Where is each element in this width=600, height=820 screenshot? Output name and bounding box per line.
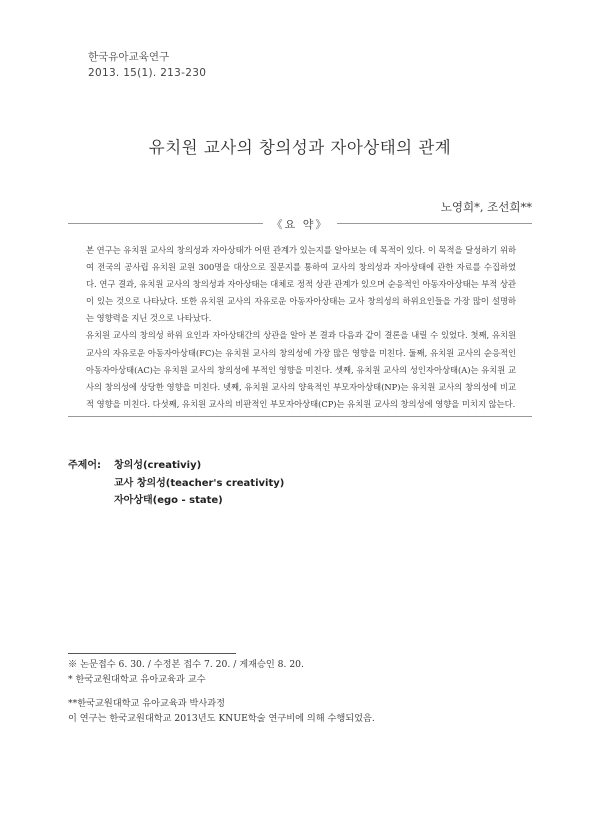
abstract-rule-bottom (68, 416, 532, 417)
footnote-author-1: * 한국교원대학교 유아교육과 교수 (68, 674, 206, 686)
journal-name: 한국유아교육연구 (88, 51, 170, 63)
keyword-item: 교사 창의성(teacher's creativity) (114, 477, 285, 489)
abstract-body (86, 242, 516, 413)
abstract-paragraph-1: 본 연구는 유치원 교사의 창의성과 자아상태가 어떤 관계가 있는지를 알아보는 데 목적이 있다. 이 목적을 달성하기 위하여 전국의 공사립 유치원 교원 300명을 대상으로 질문지를 통하여 교사의 창의성과 자아상태에 관한 자료를 수집하였다. 연구 결과, 유치원 교사의 창의성과 자아상태는 대체로 정적 상관 관계가 있으며 순응적인 아동자아상태는 부적 상관이 있는 것으로 나타났다. 또한 유치원 교사의 자유로운 아동자아상태는 교사 창의성의 하위요인들을 가장 많이 설명하는 영향력을 지닌 것으로 나타났다. (86, 245, 516, 324)
abstract-paragraph-2: 유치원 교사의 창의성 하위 요인과 자아상태간의 상관을 알아 본 결과 다음과 같이 결론을 내릴 수 있었다. 첫째, 유치원 교사의 자유로운 아동자아상태(FC)는 유치원 교사의 창의성에 가장 많은 영향을 미친다. 둘째, 유치원 교사의 순응적인 아동자아상태(AC)는 유치원 교사의 창의성에 부적인 영향을 미친다. 셋째, 유치원 교사의 성인자아상태(A)는 유치원 교사의 창의성에 상당한 영향을 미친다. 넷째, 유치원 교사의 양육적인 부모자아상태(NP)는 유치원 교사의 창의성에 비교적 영향을 미친다. 다섯째, 유치원 교사의 비판적인 부모자아상태(CP)는 유치원 교사의 창의성에 영향을 미치지 않는다. (86, 330, 516, 409)
abstract-heading: 《요 약》 (271, 218, 329, 231)
footnote-rule (68, 653, 236, 654)
journal-volume-pages: 2013. 15(1). 213-230 (88, 67, 207, 79)
keyword-line-2 (68, 475, 284, 493)
keyword-line-3 (68, 492, 284, 510)
authors: 노영희*, 조선희** (440, 200, 532, 214)
keywords (68, 457, 284, 510)
keyword-item: 자아상태(ego - state) (114, 495, 223, 506)
footnote-funding: 이 연구는 한국교원대학교 2013년도 KNUE학술 연구비에 의해 수행되었음. (68, 712, 375, 724)
footnote-author-2: **한국교원대학교 유아교육과 박사과정 (68, 697, 226, 709)
keyword-item: 창의성(creativiy) (114, 460, 202, 471)
keywords-label: 주제어: (68, 460, 101, 471)
footnote-received: ※ 논문접수 6. 30. / 수정본 접수 7. 20. / 게재승인 8. 20. (68, 659, 304, 670)
footnotes (68, 657, 375, 726)
keyword-line-1 (68, 457, 284, 475)
paper-title: 유치원 교사의 창의성과 자아상태의 관계 (148, 138, 452, 157)
